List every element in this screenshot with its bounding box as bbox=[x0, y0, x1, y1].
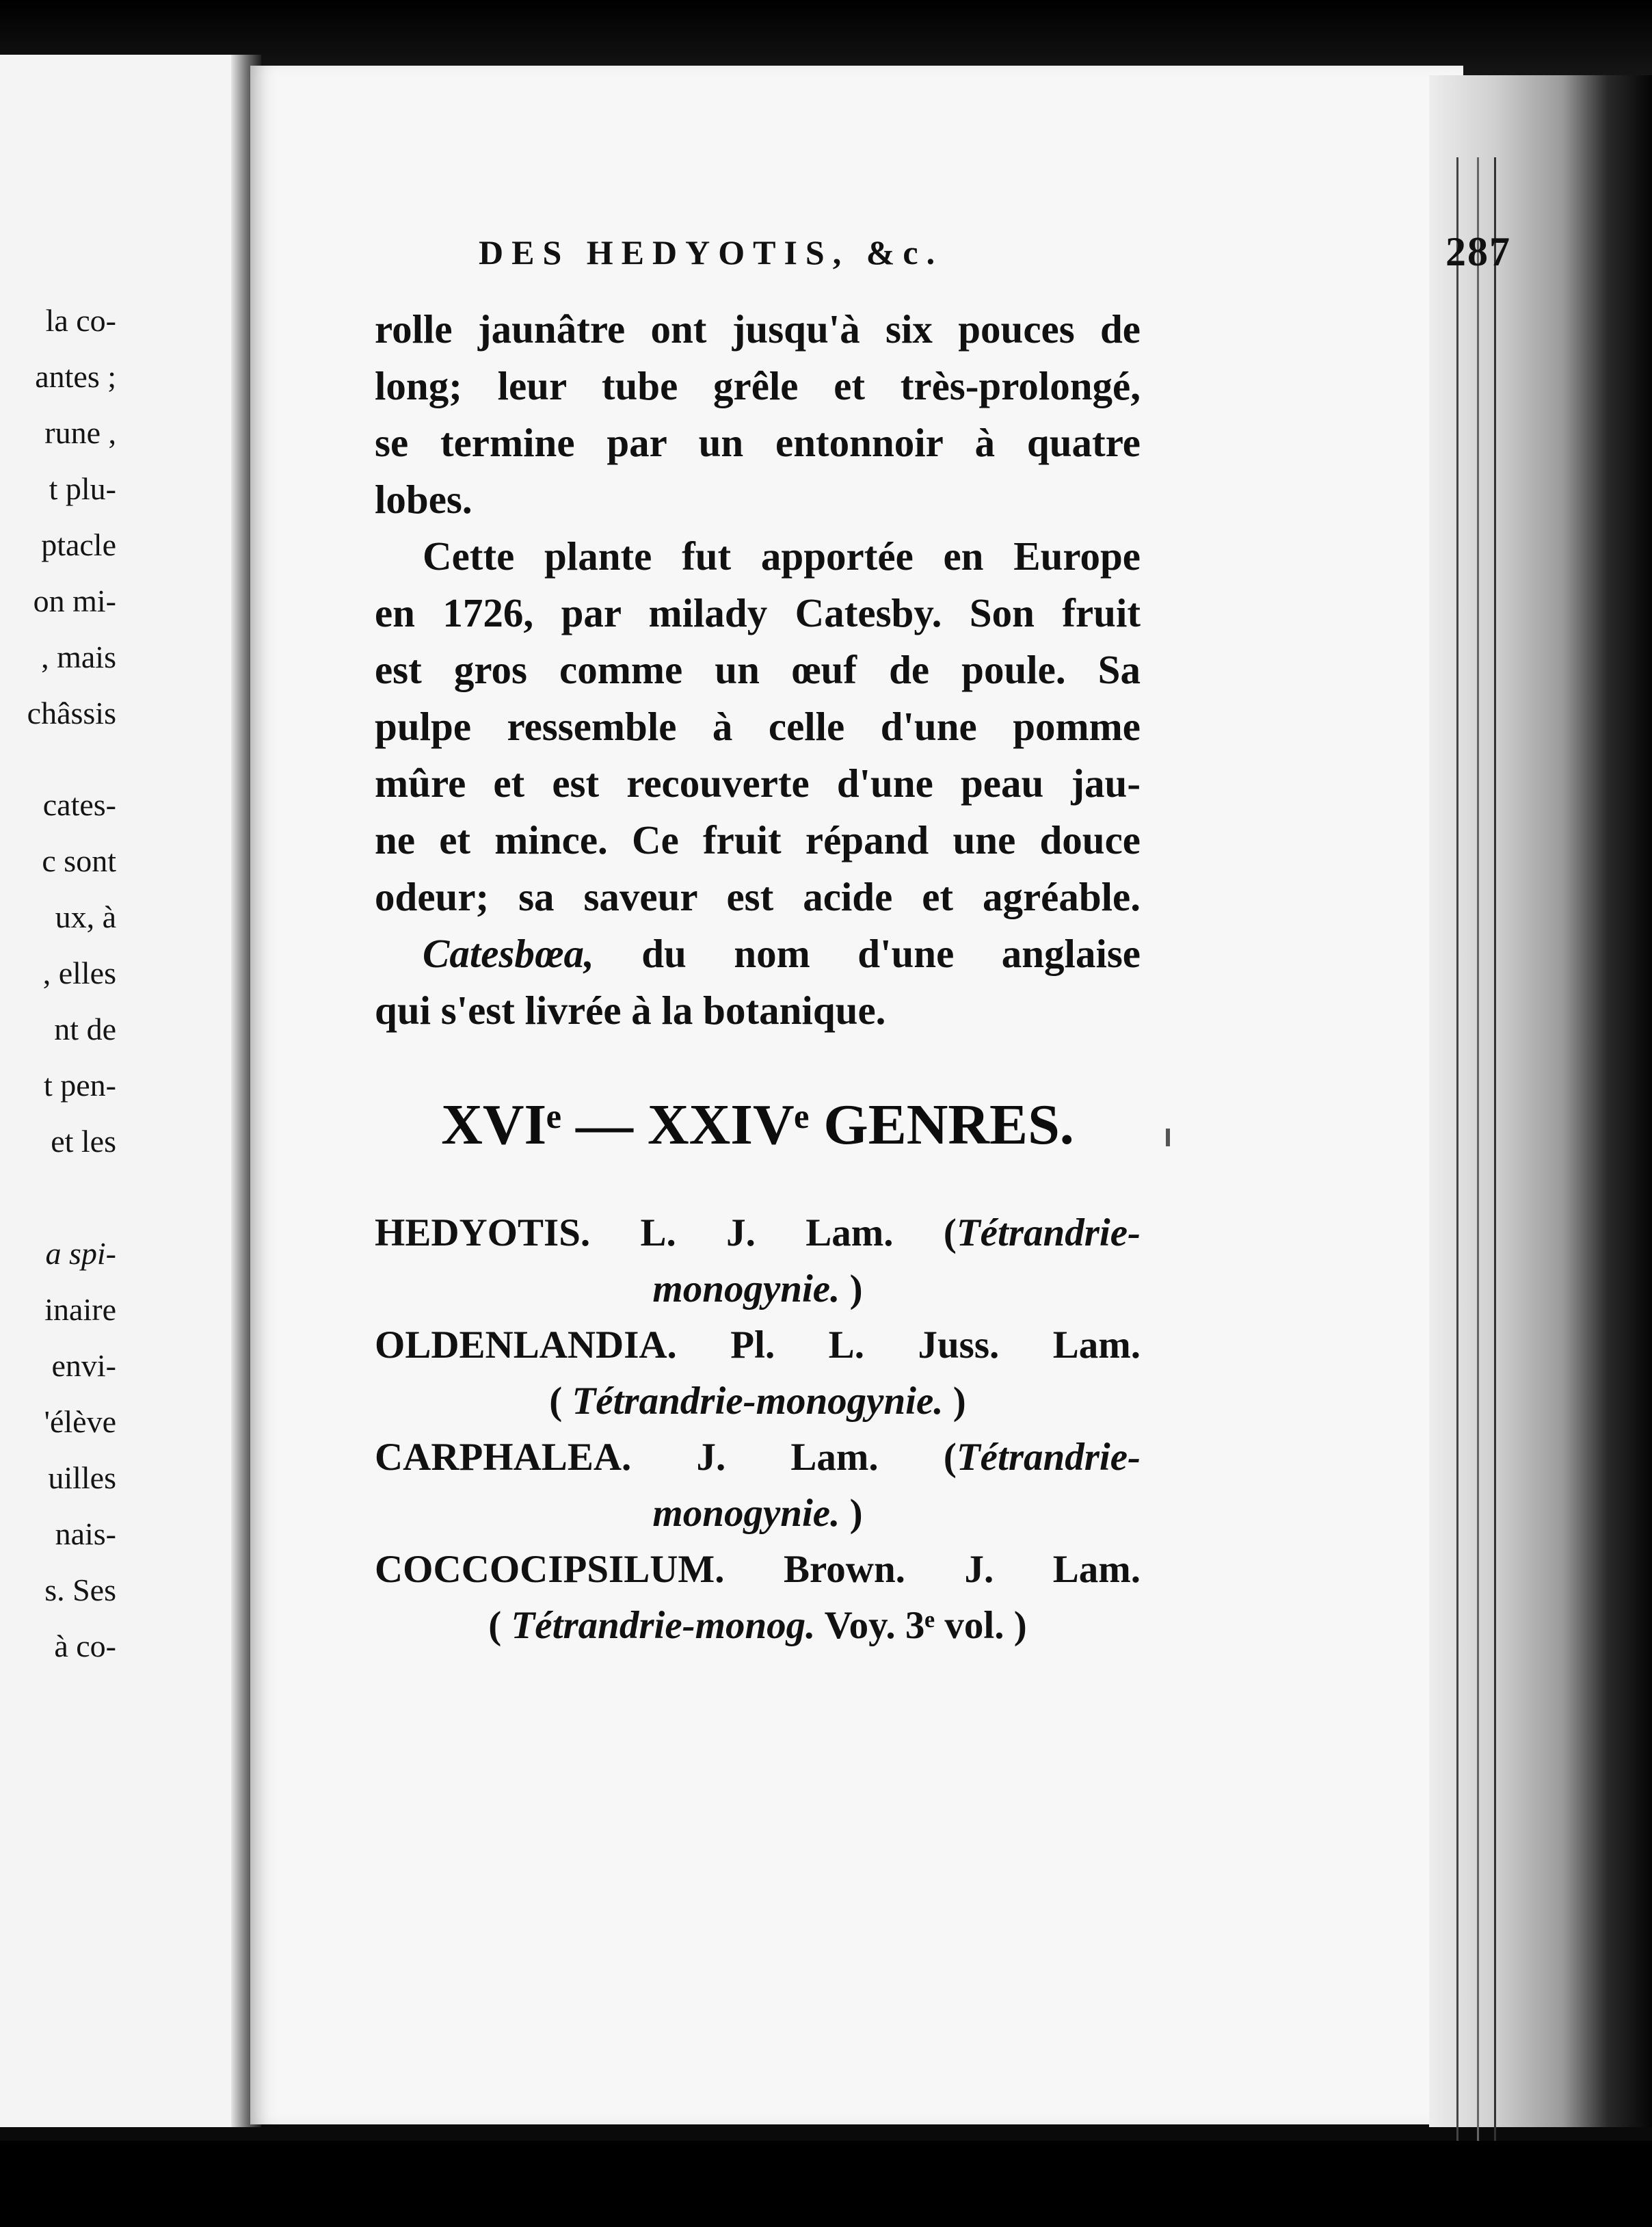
text-fragment: ) bbox=[943, 1380, 966, 1423]
text-fragment: ) bbox=[840, 1267, 863, 1310]
genus-entry-continuation bbox=[375, 1486, 1141, 1542]
text-line: long; leur tube grêle et très-prolongé, bbox=[375, 363, 1141, 408]
left-page-line: on mi- bbox=[33, 583, 116, 618]
left-page-line: , mais bbox=[41, 640, 116, 674]
text-line: est gros comme un œuf de poule. Sa bbox=[375, 647, 1141, 692]
genera-list bbox=[375, 1205, 1141, 1654]
genus-entry-continuation bbox=[375, 1598, 1141, 1654]
text-line: qui s'est livrée à la botanique. bbox=[375, 988, 886, 1033]
left-page-line: c sont bbox=[42, 843, 116, 878]
text-fragment: ) bbox=[840, 1492, 863, 1535]
left-page-line: t pen- bbox=[43, 1068, 116, 1103]
genus-main: HEDYOTIS. L. J. Lam. ( bbox=[375, 1211, 957, 1254]
page-number: 287 bbox=[1446, 229, 1511, 274]
genus-main: CARPHALEA. J. Lam. ( bbox=[375, 1436, 957, 1479]
text-line: mûre et est recouverte d'une peau jau- bbox=[375, 761, 1141, 806]
genus-entry bbox=[375, 1542, 1141, 1598]
running-head bbox=[479, 229, 1511, 294]
left-page-line: cates- bbox=[42, 787, 116, 822]
text-line: se termine par un entonnoir à quatre bbox=[375, 420, 1141, 465]
genus-name-italic: Catesbœa, bbox=[423, 931, 594, 976]
genus-entry bbox=[375, 1205, 1141, 1261]
genus-entry bbox=[375, 1429, 1141, 1486]
left-page-line: la co- bbox=[45, 303, 116, 338]
genus-class-italic: monogynie. bbox=[652, 1492, 840, 1535]
left-page-line: , elles bbox=[42, 956, 116, 990]
page-edge-line bbox=[1494, 157, 1496, 2182]
page-edges bbox=[1429, 75, 1652, 2127]
genus-class-italic: Tétrandrie- bbox=[956, 1211, 1141, 1254]
page-edge-line bbox=[1477, 157, 1479, 2182]
genus-entry-continuation bbox=[375, 1261, 1141, 1317]
stray-mark bbox=[1166, 1129, 1170, 1146]
running-head-title: DES HEDYOTIS, &c. bbox=[479, 233, 944, 272]
left-page-line: inaire bbox=[44, 1292, 116, 1327]
genus-main: OLDENLANDIA. Pl. L. Juss. Lam. bbox=[375, 1323, 1141, 1367]
text-fragment: Voy. 3ᵉ vol. ) bbox=[815, 1604, 1027, 1647]
scan-bottom-shadow bbox=[0, 2141, 1652, 2227]
page-edge-line bbox=[1456, 157, 1458, 2182]
genus-main: COCCOCIPSILUM. Brown. J. Lam. bbox=[375, 1548, 1141, 1591]
left-page-line: envi- bbox=[51, 1348, 116, 1383]
text-fragment: du nom d'une anglaise bbox=[594, 931, 1141, 976]
genus-class-italic: Tétrandrie-monogynie. bbox=[572, 1380, 944, 1423]
left-page-line: 'élève bbox=[44, 1404, 116, 1439]
left-page-line: uilles bbox=[48, 1460, 116, 1495]
left-page-line: rune , bbox=[44, 415, 116, 450]
left-page-line: s. Ses bbox=[44, 1572, 116, 1607]
left-page-line: châssis bbox=[27, 696, 116, 730]
left-page bbox=[0, 55, 246, 2127]
left-page-line: antes ; bbox=[35, 359, 116, 394]
body-text bbox=[375, 301, 1141, 1039]
text-line bbox=[375, 925, 1141, 982]
text-fragment: ( bbox=[549, 1380, 572, 1423]
text-line: en 1726, par milady Catesby. Son fruit bbox=[375, 590, 1141, 635]
genus-class-italic: monogynie. bbox=[652, 1267, 840, 1310]
left-page-line: ptacle bbox=[41, 527, 116, 562]
text-line: rolle jaunâtre ont jusqu'à six pouces de bbox=[375, 306, 1141, 352]
left-page-line: ux, à bbox=[55, 899, 116, 934]
genus-entry-continuation bbox=[375, 1373, 1141, 1429]
left-page-line: a spi- bbox=[45, 1236, 116, 1271]
section-heading: XVIᵉ — XXIVᵉ GENRES. bbox=[441, 1093, 1074, 1157]
left-page-line: nt de bbox=[54, 1012, 116, 1046]
text-line: Cette plante fut apportée en Europe bbox=[423, 533, 1141, 579]
text-fragment: ( bbox=[488, 1604, 511, 1647]
text-line: lobes. bbox=[375, 477, 472, 522]
left-page-line: nais- bbox=[55, 1516, 116, 1551]
left-page-line: t plu- bbox=[49, 471, 116, 506]
genus-class-italic: Tétrandrie- bbox=[956, 1436, 1141, 1479]
genus-entry bbox=[375, 1317, 1141, 1373]
text-line: ne et mince. Ce fruit répand une douce bbox=[375, 817, 1141, 862]
text-line: odeur; sa saveur est acide et agréable. bbox=[375, 874, 1141, 919]
genus-class-italic: Tétrandrie-monog. bbox=[511, 1604, 816, 1647]
left-page-line: à co- bbox=[54, 1629, 116, 1663]
left-page-line: et les bbox=[51, 1124, 116, 1159]
text-line: pulpe ressemble à celle d'une pomme bbox=[375, 704, 1141, 749]
